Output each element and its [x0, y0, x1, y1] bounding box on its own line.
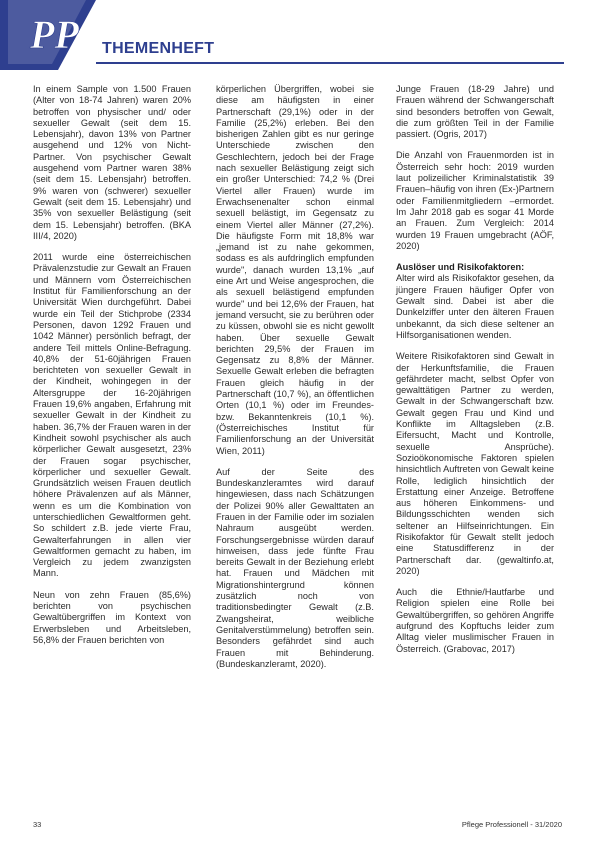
paragraph: Auf der Seite des Bundeskanzleramtes wird darauf hingewiesen, dass nach Schätzungen der Polizei 90% aller Gewalttaten an Frauen in der Familie oder im sozialen Nahraum ausgeübt werden. Forschungsergebnisse würden darauf hinweisen, dass jede fünfte Frau bereits Gewalt in der Beziehung erlebt hat. Frauen und Mädchen mit Migrationshintergrund können zusätzlich noch von traditionsbedingter Gewalt (z.B. Zwangsheirat, weibliche Genitalverstümmelung) betroffen sein. Besonders gefährdet sind auch Frauen mit Behinderung. (Bundeskanzleramt, 2020). — [216, 466, 374, 669]
text-column-1 — [33, 84, 191, 656]
paragraph: Alter wird als Risikofaktor gesehen, da jüngere Frauen häufiger Opfer von Gewalt sind. Dabei ist aber die Dunkelziffer unter den älteren Frauen unbekannt, da sich diese seltener an Hilfsorganisationen wenden. — [396, 273, 554, 340]
pp-logo — [0, 0, 96, 70]
text-column-2 — [216, 84, 374, 680]
paragraph: In einem Sample von 1.500 Frauen (Alter von 18-74 Jahren) waren 20% betroffen von physischer und/ oder sexueller Gewalt (seit dem 15. Lebensjahr), davon 13% von Partner ausgehend und 12% von Nicht-Partner. Von psychischer Gewalt ausgehend vom Partner waren 38% (seit dem 15. Lebensjahr) betroffen. 9% waren von (schwerer) sexueller Gewalt (seit dem 15. Lebensjahr) und 35% von sexueller Belästigung (seit dem 15. Lebensjahr) betroffen. (BKA III/4, 2020) — [33, 84, 191, 241]
paragraph: körperlichen Übergriffen, wobei sie diese am häufigsten in einer Partnerschaft (29,1%) oder in der Familie (25,2%) erleben. Bei den bisherigen Zahlen gibt es nur geringe Unterschiede zwischen den Geschlechtern, jedoch bei der Frage nach sexueller Belästigung zeigt sich ein großer Unterschied: 74,2 % (Drei Viertel aller Frauen) wurde im Erwachsenenalter schon einmal sexuell belästigt, im Gegensatz zu einem Viertel aller Männer (27,2%). Die häufigste Form mit 18,8% war „jemand ist zu nahe gekommen, sodass es als aufdringlich empfunden wurde", danach wurden 13,1% „auf eine Art und Weise angesprochen, die als sexuell belästigend empfunden wurde" und bei 12,6% der Frauen, hat jemand versucht, sie zu berühren oder zu küssen, obwohl sie es nicht gewollt haben. Über sexuelle Gewalt berichten 29,5% der Frauen im Gegensatz zu 8,8% der Männer. Sexuelle Gewalt erleben die befragten Frauen gleich häufig in der Partnerschaft (10,7 %), an öffentlichen Orten (10,1 %) oder im Freundes- bzw. Bekanntenkreis (10,1 %). (Österreichisches Institut für Familienforschung an der Universität Wien, 2011) — [216, 84, 374, 456]
paragraph: 2011 wurde eine österreichischen Prävalenzstudie zur Gewalt an Frauen und Männern vom Österreichischen Institut für Familienforschung an der Universität Wien durchgeführt. Dabei wurde ein Teil der Stichprobe (2334 Personen, davon 1292 Frauen und 1042 Männer) persönlich befragt, der andere Teil mittels Online-Befragung. 40,8% der 51-60jährigen Frauen berichteten von sexueller Gewalt in der Kindheit, wohingegen in der Altersgruppe der 16-20jährigen Frauen 19,6% angaben, Erfahrung mit sexueller Gewalt in der Kindheit zu haben. 36,7% der Frauen waren in der Kindheit sowohl psychischer als auch körperlicher Gewalt ausgesetzt, 23% der Frauen sogar psychischer, körperlicher und sexueller Gewalt. Grundsätzlich weisen Frauen deutlich höhere Prävalenzen auf als Männer, wenn es um die Kombination von unterschiedlichen Gewaltformen geht. So schildert z.B. jede vierte Frau, Gewalterfahrungen in allen vier Gewaltformen gemacht zu haben, im Vergleich zu jedem zwanzigsten Mann. — [33, 252, 191, 579]
paragraph: Neun von zehn Frauen (85,6%) berichten von psychischen Gewaltübergriffen im Kontext von Erwerbsleben und Arbeitsleben, 56,8% der Frauen berichten von — [33, 589, 191, 645]
paragraph: Die Anzahl von Frauenmorden ist in Österreich sehr hoch: 2019 wurden laut polizeilicher Kriminalstatistik 39 Frauen–häufig von ihren (Ex-)Partnern oder Familienmitgliedern –ermordet. Im Jahr 2018 gab es sogar 41 Morde an Frauen. Zum Vergleich: 2014 wurden 19 Frauen umgebracht (AÖF, 2020) — [396, 150, 554, 251]
section-subheading: Auslöser und Risikofaktoren: — [396, 262, 525, 273]
text-column-3 — [396, 84, 554, 665]
paragraph: Auch die Ethnie/Hautfarbe und Religion spielen eine Rolle bei Gewaltübergriffen, so gehören Angriffe aufgrund des Kopftuchs leider zum Alltag vieler muslimischer Frauen in Österreich. (Grabovac, 2017) — [396, 587, 554, 654]
logo-text: PP — [30, 12, 79, 57]
header-divider — [96, 62, 564, 64]
section-title: THEMENHEFT — [102, 40, 215, 57]
issue-label: Pflege Professionell - 31/2020 — [461, 820, 562, 829]
page-number: 33 — [33, 820, 42, 829]
paragraph: Weitere Risikofaktoren sind Gewalt in der Herkunftsfamilie, die Frauen gefährdeter macht, selbst Opfer von gewalttätigen Partner zu werden, Gewalt in der Schwangerschaft bzw. Gewalt gegen Frau und Kind und Konflikte im Alltagsleben (z.B. Eifersucht, Macht und Kontrolle, sexuelle Ansprüche). Sozioökonomische Faktoren spielen hinsichtlich Auftreten von Gewalt keine Rolle, lediglich hinsichtlich der Erstattung einer Anzeige. Betroffene aus höheren Einkommens- und Bildungsschichten wenden sich seltener an Hilfseinrichtungen. Ein Risikofaktor für Gewalt stellt jedoch eine Statusdifferenz in der Partnerschaft dar. (gewaltinfo.at, 2020) — [396, 351, 554, 576]
paragraph: Junge Frauen (18-29 Jahre) und Frauen während der Schwangerschaft sind besonders betroffen von Gewalt, die zum größten Teil in der Familie passiert. (Ogris, 2017) — [396, 84, 554, 140]
